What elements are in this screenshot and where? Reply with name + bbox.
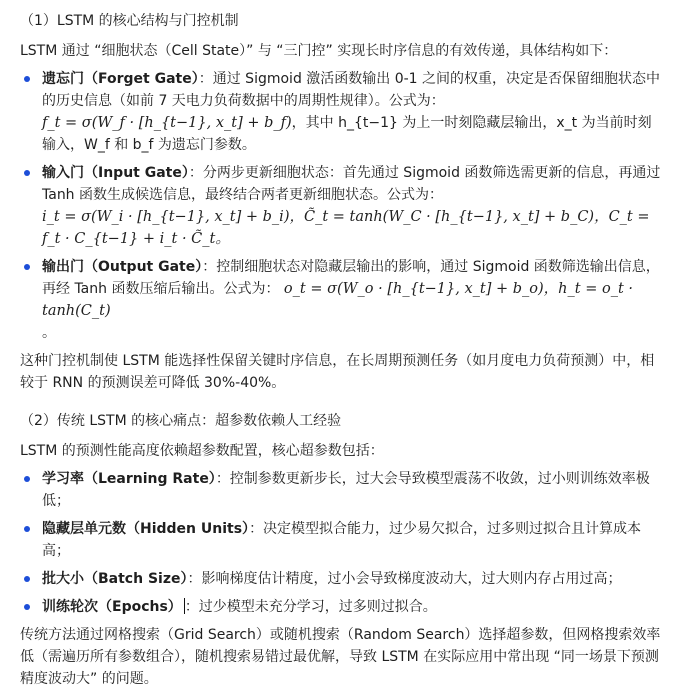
input-gate-formula: i_t = σ(W_i · [h_{t−1}, x_t] + b_i)，C̃_t = tanh(W_C · [h_{t−1}, x_t] + b_C)，C_t = f_t · C_{t−1} + i_t · C̃_t。 bbox=[42, 209, 650, 247]
term-input-gate: 输入门（Input Gate） bbox=[42, 165, 189, 181]
output-gate-tail: 。 bbox=[42, 325, 56, 341]
forget-gate-formula: f_t = σ(W_f · [h_{t−1}, x_t] + b_f) bbox=[42, 115, 292, 131]
bullet-dot bbox=[24, 604, 30, 610]
bullet-batch-size bbox=[20, 568, 665, 590]
bullet-dot bbox=[24, 76, 30, 82]
hidden-units-text: ：决定模型拟合能力，过少易欠拟合，过多则过拟合且计算成本高； bbox=[42, 521, 642, 559]
forget-gate-tail: ，其中 h_{t−1} 为上一时刻隐藏层输出，x_t 为当前时刻输入，W_f 和 b_f 为遗忘门参数。 bbox=[42, 115, 652, 153]
batch-size-text: ：影响梯度估计精度，过小会导致梯度波动大，过大则内存占用过高； bbox=[187, 571, 622, 587]
section-spacer bbox=[20, 400, 665, 410]
bullet-hidden-units bbox=[20, 518, 665, 562]
bullet-forget-gate bbox=[20, 68, 665, 156]
term-learning-rate: 学习率（Learning Rate） bbox=[42, 471, 216, 487]
section2-intro: LSTM 的预测性能高度依赖超参数配置，核心超参数包括： bbox=[20, 443, 384, 459]
bullet-input-gate bbox=[20, 162, 665, 250]
term-epochs: 训练轮次（Epochs） bbox=[42, 599, 182, 615]
term-forget-gate: 遗忘门（Forget Gate） bbox=[42, 71, 199, 87]
bullet-epochs bbox=[20, 596, 665, 618]
section2-bullet-list bbox=[20, 468, 665, 618]
section2-title: （2）传统 LSTM 的核心痛点：超参数依赖人工经验 bbox=[20, 413, 342, 429]
section1-summary: 这种门控机制使 LSTM 能选择性保留关键时序信息，在长周期预测任务（如月度电力负荷预测）中，相较于 RNN 的预测误差可降低 30%-40%。 bbox=[20, 353, 655, 391]
term-hidden-units: 隐藏层单元数（Hidden Units） bbox=[42, 521, 250, 537]
forget-gate-text: ：通过 Sigmoid 激活函数输出 0-1 之间的权重，决定是否保留细胞状态中的历史信息（如前 7 天电力负荷数据中的周期性规律）。公式为： bbox=[42, 71, 661, 109]
section1-intro: LSTM 通过 “细胞状态（Cell State）” 与 “三门控” 实现长时序信息的有效传递，具体结构如下： bbox=[20, 43, 618, 59]
bullet-output-gate bbox=[20, 256, 665, 344]
section1-title: （1）LSTM 的核心结构与门控机制 bbox=[20, 13, 239, 29]
epochs-text: ：过少模型未充分学习，过多则过拟合。 bbox=[184, 599, 437, 615]
bullet-dot bbox=[24, 576, 30, 582]
bullet-dot bbox=[24, 170, 30, 176]
output-gate-text: ：控制细胞状态对隐藏层输出的影响，通过 Sigmoid 函数筛选输出信息，再经 Tanh 函数压缩后输出。公式为： bbox=[42, 259, 660, 297]
output-gate-formula: o_t = σ(W_o · [h_{t−1}, x_t] + b_o)，h_t = o_t · tanh(C_t) bbox=[42, 281, 633, 319]
learning-rate-text: ：控制参数更新步长，过大会导致模型震荡不收敛，过小则训练效率极低； bbox=[42, 471, 650, 509]
bullet-dot bbox=[24, 476, 30, 482]
bullet-dot bbox=[24, 526, 30, 532]
input-gate-text: ：分两步更新细胞状态：首先通过 Sigmoid 函数筛选需更新的信息，再通过 Tanh 函数生成候选信息，最终结合两者更新细胞状态。公式为： bbox=[42, 165, 661, 203]
bullet-dot bbox=[24, 264, 30, 270]
section1-bullet-list bbox=[20, 68, 665, 344]
term-output-gate: 输出门（Output Gate） bbox=[42, 259, 203, 275]
term-batch-size: 批大小（Batch Size） bbox=[42, 571, 188, 587]
section2-summary: 传统方法通过网格搜索（Grid Search）或随机搜索（Random Search）选择超参数，但网格搜索效率低（需遍历所有参数组合），随机搜索易错过最优解，导致 LSTM 在实际应用中常出现 “同一场景下预测精度波动大” 的问题。 bbox=[20, 627, 661, 687]
bullet-learning-rate bbox=[20, 468, 665, 512]
